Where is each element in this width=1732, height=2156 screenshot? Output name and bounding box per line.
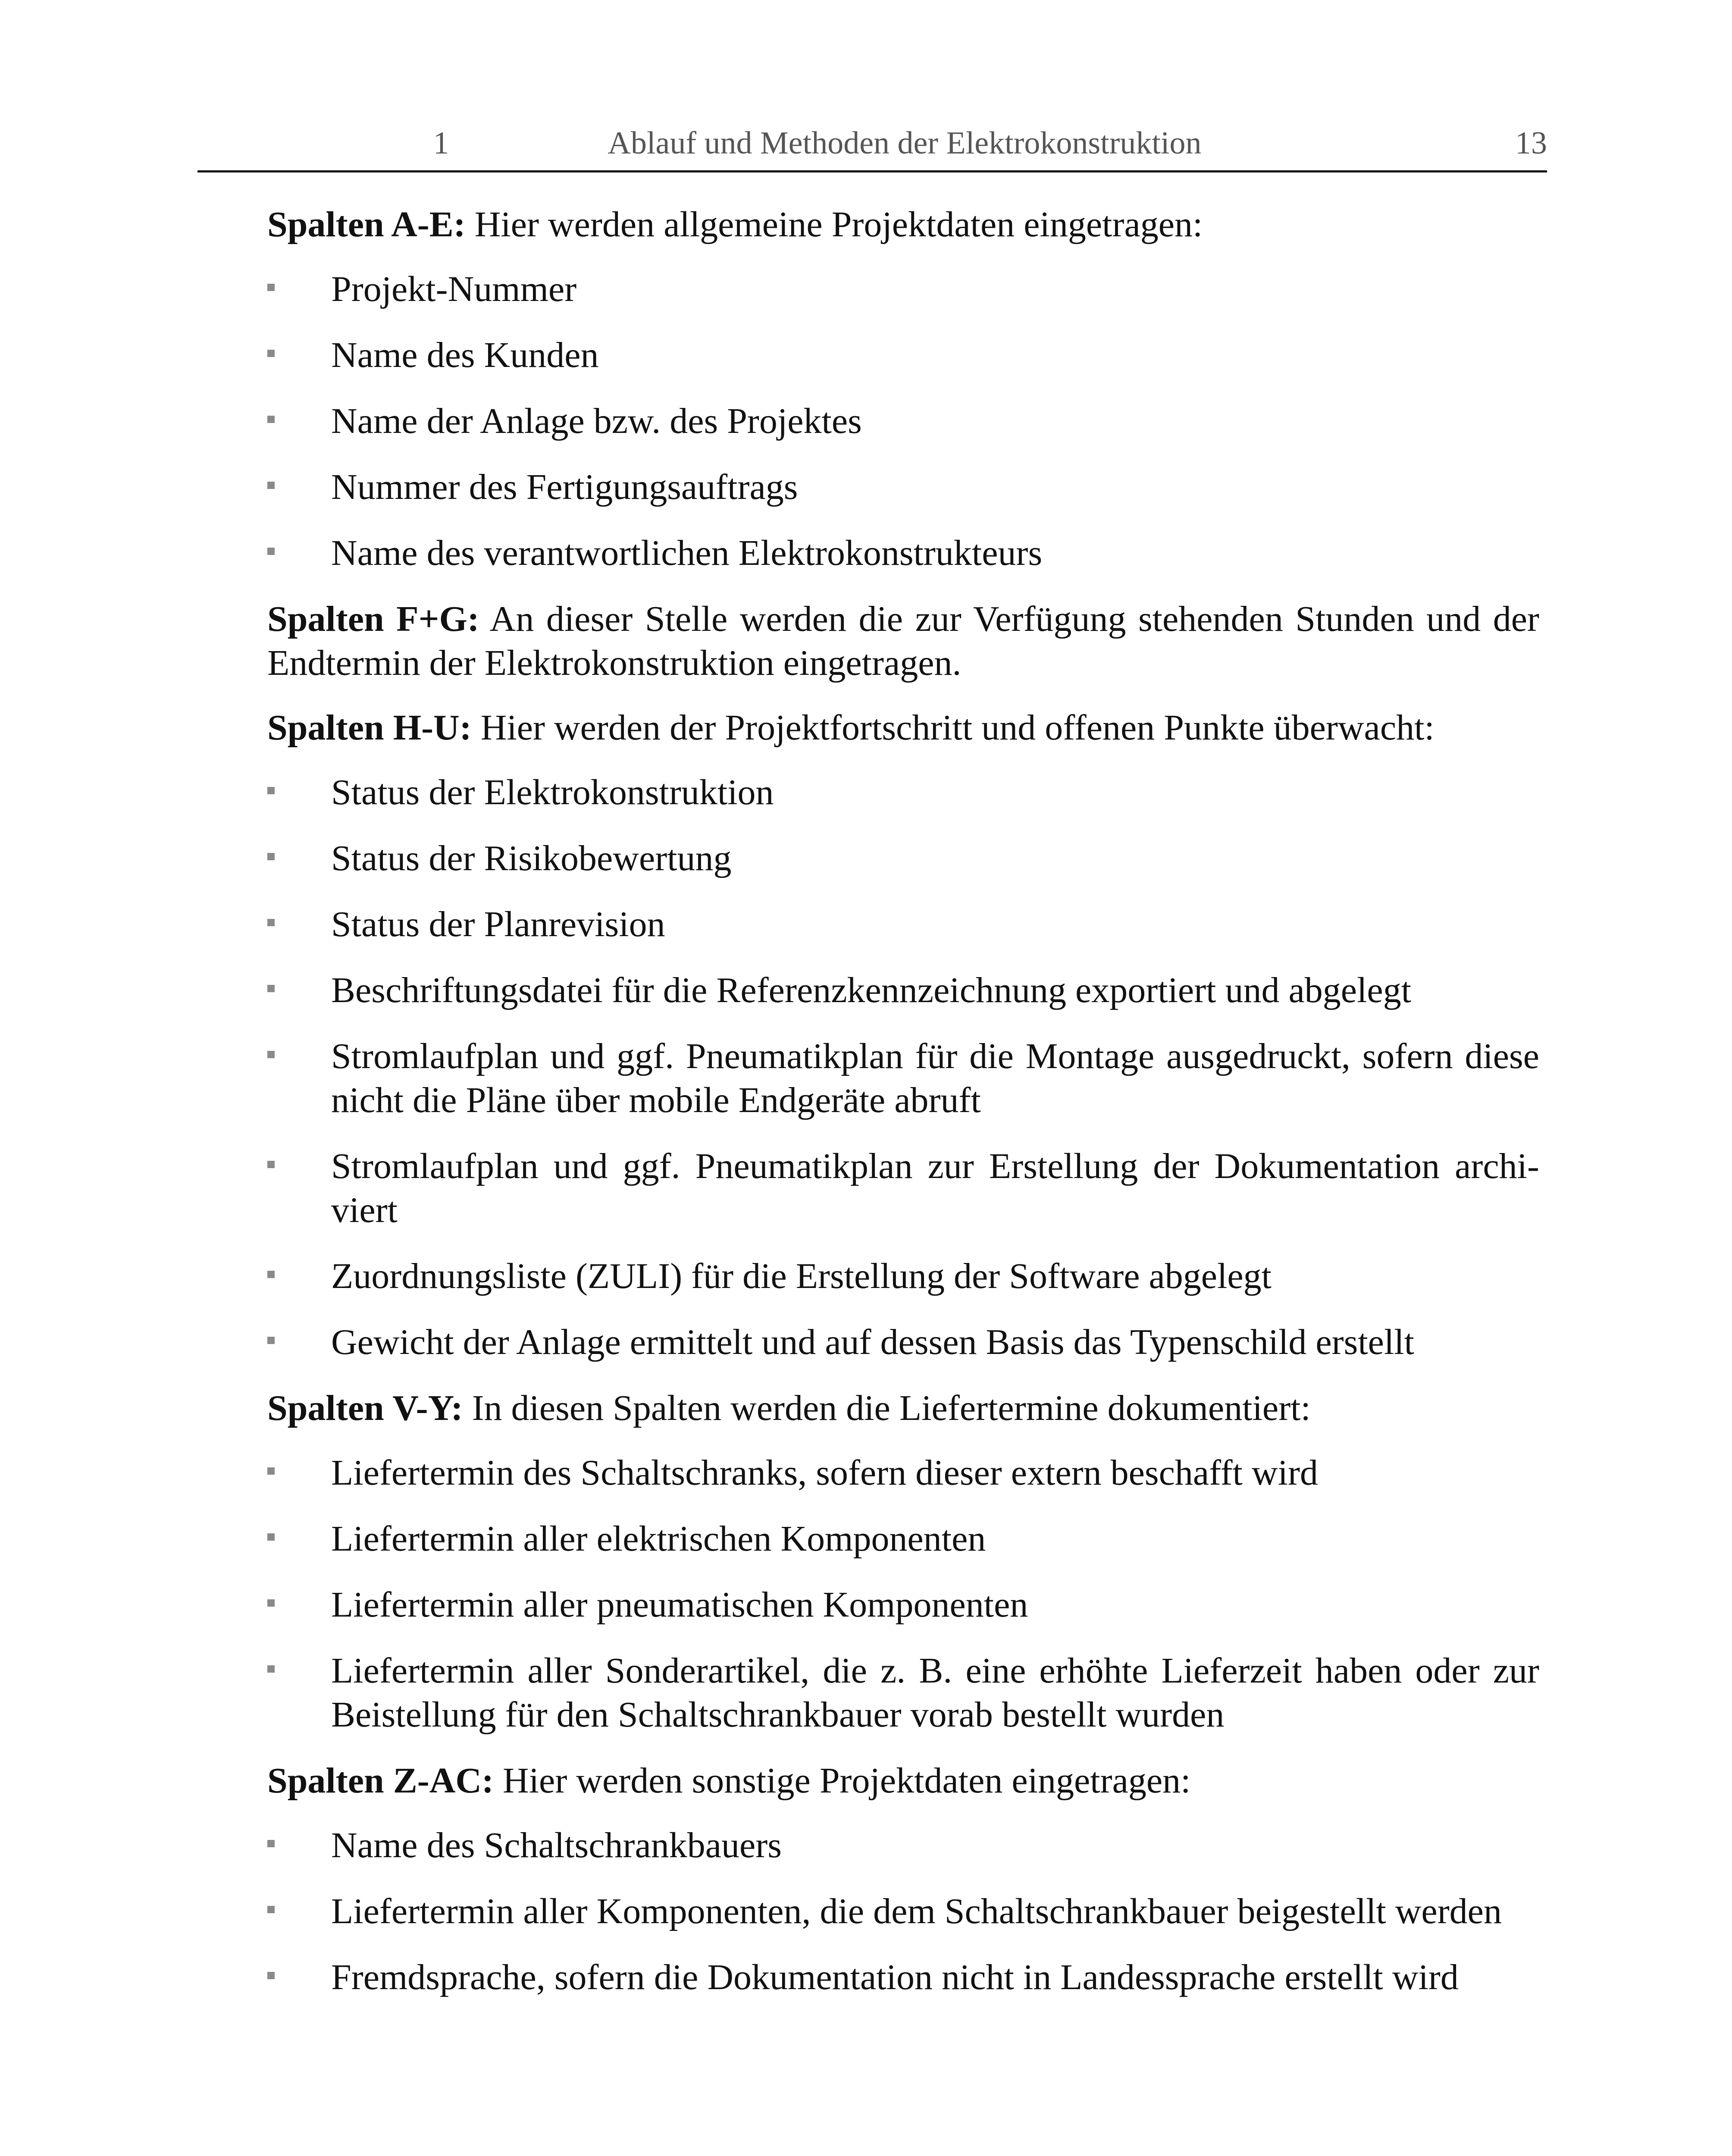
list-item: Fremdsprache, sofern die Dokumentation nicht in Landessprache erstellt wird bbox=[267, 1955, 1539, 1999]
section-label: Spalten F+G: bbox=[267, 599, 479, 639]
list-item: Status der Risikobewertung bbox=[267, 837, 1539, 881]
bullet-list bbox=[267, 1824, 1539, 1999]
section-text: Hier werden allgemeine Projektdaten eingetragen: bbox=[474, 204, 1203, 244]
list-item: Liefertermin aller Komponenten, die dem Schaltschrankbauer beigestellt werden bbox=[267, 1890, 1539, 1934]
section-spalten-a-e bbox=[267, 203, 1539, 247]
list-item: Stromlaufplan und ggf. Pneumatikplan für die Montage ausgedruckt, sofern diese nicht die Pläne über mobile Endgeräte abruft bbox=[267, 1034, 1539, 1122]
section-text: Hier werden sonstige Projektdaten eingetragen: bbox=[503, 1761, 1191, 1801]
list-item: Status der Planrevision bbox=[267, 903, 1539, 946]
page-number: 13 bbox=[1515, 125, 1547, 161]
section-label: Spalten H-U: bbox=[267, 708, 472, 748]
section-text: An dieser Stelle werden die zur Verfügung stehenden Stunden und der Endtermin der Elektrokonstruktion eingetragen. bbox=[267, 599, 1540, 683]
section-spalten-f-g bbox=[267, 597, 1539, 685]
section-text: In diesen Spalten werden die Liefertermine dokumentiert: bbox=[472, 1388, 1311, 1428]
list-item: Stromlaufplan und ggf. Pneumatikplan zur Erstellung der Dokumentation archi-viert bbox=[267, 1144, 1539, 1232]
section-spalten-h-u bbox=[267, 706, 1539, 750]
bullet-list bbox=[267, 267, 1539, 575]
section-text: Hier werden der Projektfortschritt und offenen Punkte überwacht: bbox=[480, 708, 1434, 748]
list-item: Beschriftungsdatei für die Referenzkennzeichnung exportiert und abgelegt bbox=[267, 968, 1539, 1012]
bullet-list bbox=[267, 771, 1539, 1364]
bullet-list bbox=[267, 1451, 1539, 1737]
chapter-title: Ablauf und Methoden der Elektrokonstruktion bbox=[608, 125, 1202, 161]
list-item: Gewicht der Anlage ermittelt und auf dessen Basis das Typenschild erstellt bbox=[267, 1320, 1539, 1364]
list-item: Name der Anlage bzw. des Projektes bbox=[267, 399, 1539, 443]
list-item: Zuordnungsliste (ZULI) für die Erstellung der Software abgelegt bbox=[267, 1254, 1539, 1298]
section-spalten-v-y bbox=[267, 1386, 1539, 1430]
list-item: Projekt-Nummer bbox=[267, 267, 1539, 311]
page-body bbox=[267, 203, 1539, 2021]
section-spalten-z-ac bbox=[267, 1759, 1539, 1803]
list-item: Liefertermin aller pneumatischen Komponenten bbox=[267, 1583, 1539, 1627]
list-item: Name des Kunden bbox=[267, 333, 1539, 377]
list-item: Liefertermin des Schaltschranks, sofern dieser extern beschafft wird bbox=[267, 1451, 1539, 1495]
list-item: Status der Elektrokonstruktion bbox=[267, 771, 1539, 815]
section-label: Spalten A-E: bbox=[267, 204, 466, 244]
running-header bbox=[197, 123, 1547, 172]
section-label: Spalten V-Y: bbox=[267, 1388, 463, 1428]
list-item: Name des verantwortlichen Elektrokonstrukteurs bbox=[267, 531, 1539, 575]
chapter-number: 1 bbox=[433, 125, 449, 161]
list-item: Liefertermin aller elektrischen Komponenten bbox=[267, 1517, 1539, 1561]
list-item: Liefertermin aller Sonderartikel, die z. B. eine erhöhte Lieferzeit haben oder zur Beistellung für den Schaltschrankbauer vorab bestellt wurden bbox=[267, 1649, 1539, 1737]
list-item: Nummer des Fertigungsauftrags bbox=[267, 465, 1539, 509]
list-item: Name des Schaltschrankbauers bbox=[267, 1824, 1539, 1868]
section-label: Spalten Z-AC: bbox=[267, 1761, 494, 1801]
